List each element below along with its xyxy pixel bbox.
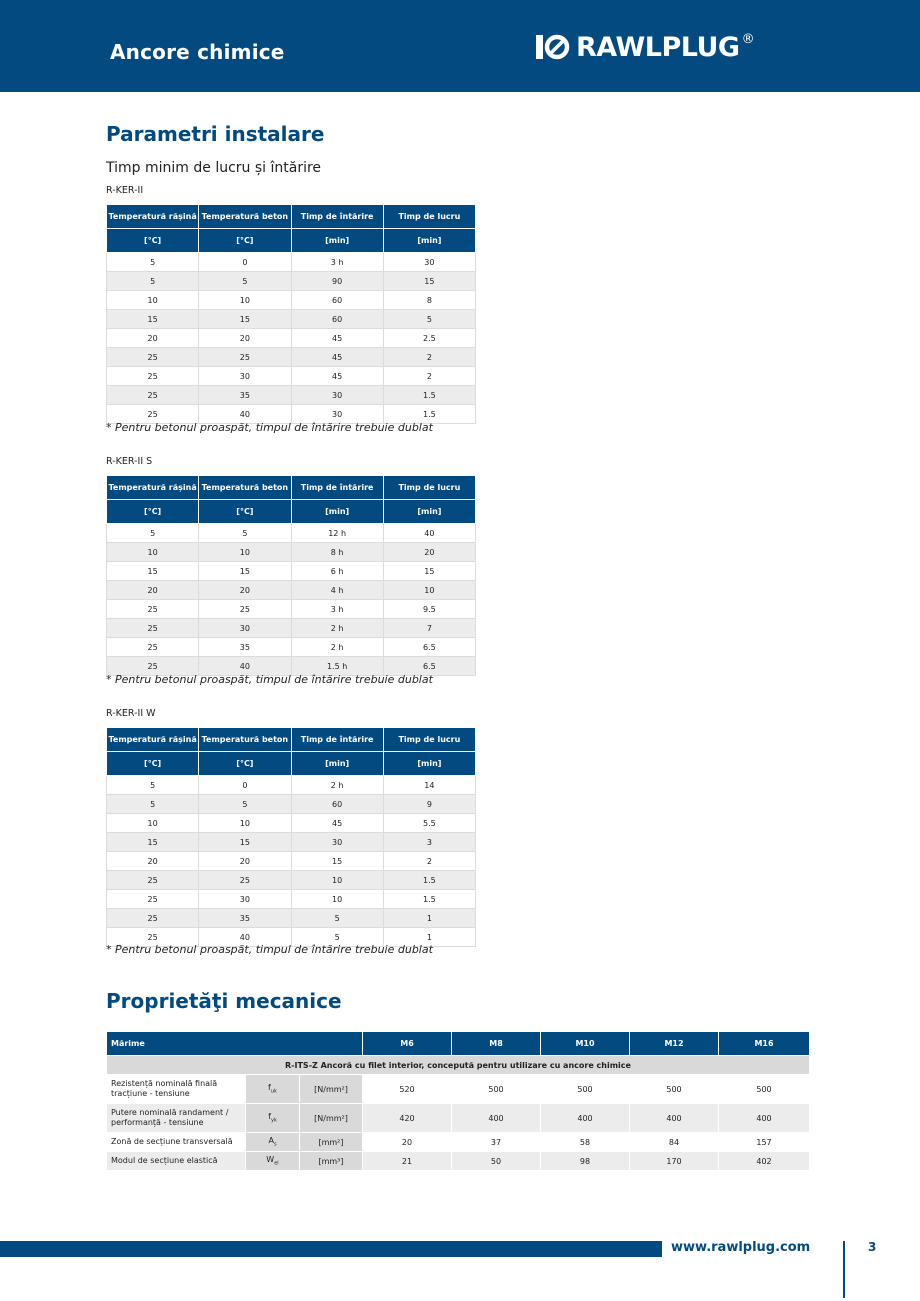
table-cell: 30	[291, 833, 383, 852]
table-cell: 20	[107, 581, 199, 600]
property-value: 400	[541, 1104, 630, 1133]
property-unit: [mm³]	[300, 1152, 363, 1171]
table-cell: 9	[383, 795, 475, 814]
table-cell: 5	[107, 795, 199, 814]
unit-header: [°C]	[199, 752, 291, 776]
header-row	[107, 476, 476, 500]
table-cell: 15	[383, 272, 475, 291]
table-cell: 60	[291, 291, 383, 310]
table-cell: 40	[199, 657, 291, 676]
registered-mark: ®	[741, 32, 755, 47]
table-cell: 45	[291, 329, 383, 348]
table-cell: 6.5	[383, 638, 475, 657]
table-cell: 5	[199, 795, 291, 814]
property-value: 420	[363, 1104, 452, 1133]
table-cell: 35	[199, 909, 291, 928]
table-cell: 5	[199, 524, 291, 543]
table-cell: 0	[199, 776, 291, 795]
table-cell: 1	[383, 909, 475, 928]
table-cell: 25	[107, 405, 199, 424]
table-row	[107, 253, 476, 272]
table-cell: 1.5 h	[291, 657, 383, 676]
property-value: 20	[363, 1133, 452, 1152]
header-row	[107, 1032, 810, 1056]
size-column-header: M8	[452, 1032, 541, 1056]
table-cell: 6.5	[383, 657, 475, 676]
section-title-mechanical: Proprietăţi mecanice	[106, 989, 342, 1013]
curing-table-r-ker-ii	[106, 204, 476, 424]
table-cell: 25	[107, 600, 199, 619]
column-header: Temperatură rășină	[107, 205, 199, 229]
footer-bar	[0, 1241, 662, 1257]
unit-header: [°C]	[107, 752, 199, 776]
unit-header: [min]	[291, 752, 383, 776]
table-row	[107, 1075, 810, 1104]
table-row	[107, 776, 476, 795]
curing-table-r-ker-ii-w	[106, 727, 476, 947]
table-cell: 25	[107, 890, 199, 909]
symbol-subscript: yk	[270, 1117, 277, 1124]
table-cell: 30	[291, 405, 383, 424]
table-footnote: * Pentru betonul proaspăt, timpul de întărire trebuie dublat	[106, 943, 433, 956]
column-header: Timp de lucru	[383, 476, 475, 500]
table-cell: 40	[199, 928, 291, 947]
table-cell: 10	[107, 291, 199, 310]
curing-table-r-ker-ii-s	[106, 475, 476, 676]
property-value: 84	[630, 1133, 719, 1152]
property-description: Zonă de secțiune transversală	[107, 1133, 246, 1152]
table-cell: 2 h	[291, 638, 383, 657]
table-cell: 2	[383, 852, 475, 871]
property-symbol	[246, 1133, 300, 1152]
column-header: Timp de întărire	[291, 728, 383, 752]
table-footnote: * Pentru betonul proaspăt, timpul de întărire trebuie dublat	[106, 421, 433, 434]
table-cell: 25	[107, 348, 199, 367]
mechanical-properties-table	[106, 1031, 810, 1171]
table-row	[107, 871, 476, 890]
table-row	[107, 329, 476, 348]
property-unit: [N/mm²]	[300, 1104, 363, 1133]
symbol-letter: f	[268, 1083, 271, 1093]
table-cell: 30	[383, 253, 475, 272]
unit-header: [min]	[291, 229, 383, 253]
table-row	[107, 386, 476, 405]
units-row	[107, 500, 476, 524]
symbol-letter: f	[268, 1112, 271, 1122]
table-cell: 30	[199, 890, 291, 909]
table-cell: 5	[199, 272, 291, 291]
table-cell: 1.5	[383, 405, 475, 424]
table-cell: 4 h	[291, 581, 383, 600]
table-cell: 10	[199, 543, 291, 562]
table-cell: 0	[199, 253, 291, 272]
table-cell: 12 h	[291, 524, 383, 543]
size-column-header: M6	[363, 1032, 452, 1056]
property-description: Rezistență nominală finală tracțiune - tensiune	[107, 1075, 246, 1104]
table-cell: 10	[291, 890, 383, 909]
property-value: 400	[630, 1104, 719, 1133]
table-row	[107, 581, 476, 600]
table-cell: 2	[383, 348, 475, 367]
table-cell: 15	[199, 562, 291, 581]
table-cell: 5	[291, 909, 383, 928]
table-cell: 1	[383, 928, 475, 947]
column-header: Temperatură rășină	[107, 476, 199, 500]
table-cell: 14	[383, 776, 475, 795]
table-cell: 15	[291, 852, 383, 871]
units-row	[107, 752, 476, 776]
table-label: R-KER-II W	[106, 708, 156, 719]
table-cell: 15	[107, 310, 199, 329]
table-cell: 15	[199, 833, 291, 852]
table-cell: 6 h	[291, 562, 383, 581]
table-cell: 5	[107, 524, 199, 543]
table-row	[107, 291, 476, 310]
unit-header: [°C]	[199, 229, 291, 253]
table-row	[107, 348, 476, 367]
property-value: 500	[719, 1075, 810, 1104]
table-cell: 25	[199, 871, 291, 890]
property-value: 500	[630, 1075, 719, 1104]
table-label: R-KER-II S	[106, 456, 153, 467]
table-cell: 9.5	[383, 600, 475, 619]
table-cell: 2 h	[291, 619, 383, 638]
table-cell: 5	[107, 272, 199, 291]
column-header: Timp de întărire	[291, 476, 383, 500]
table-cell: 2	[383, 367, 475, 386]
property-value: 58	[541, 1133, 630, 1152]
table-row	[107, 1133, 810, 1152]
symbol-subscript: el	[274, 1160, 279, 1167]
table-cell: 25	[107, 657, 199, 676]
property-symbol	[246, 1152, 300, 1171]
property-unit: [N/mm²]	[300, 1075, 363, 1104]
table-row	[107, 524, 476, 543]
property-value: 50	[452, 1152, 541, 1171]
rawlplug-logo	[536, 30, 755, 64]
units-row	[107, 229, 476, 253]
table-row	[107, 619, 476, 638]
header-row	[107, 205, 476, 229]
table-row	[107, 833, 476, 852]
property-unit: [mm²]	[300, 1133, 363, 1152]
table-row	[107, 562, 476, 581]
table-cell: 25	[107, 928, 199, 947]
unit-header: [min]	[383, 500, 475, 524]
table-row	[107, 814, 476, 833]
table-cell: 15	[199, 310, 291, 329]
table-cell: 7	[383, 619, 475, 638]
table-row	[107, 890, 476, 909]
size-column-header: M16	[719, 1032, 810, 1056]
section-subtitle: Timp minim de lucru și întărire	[106, 160, 322, 176]
table-cell: 15	[107, 833, 199, 852]
table-row	[107, 367, 476, 386]
section-title-installation: Parametri instalare	[106, 122, 325, 146]
table-cell: 45	[291, 348, 383, 367]
property-symbol	[246, 1075, 300, 1104]
table-cell: 10	[199, 814, 291, 833]
table-cell: 90	[291, 272, 383, 291]
table-cell: 30	[199, 619, 291, 638]
subheader-row	[107, 1056, 810, 1075]
column-header: Temperatură rășină	[107, 728, 199, 752]
table-cell: 10	[291, 871, 383, 890]
table-footnote: * Pentru betonul proaspăt, timpul de întărire trebuie dublat	[106, 673, 433, 686]
table-cell: 30	[291, 386, 383, 405]
size-header: Mărime	[107, 1032, 363, 1056]
table-cell: 3 h	[291, 600, 383, 619]
property-value: 170	[630, 1152, 719, 1171]
property-value: 21	[363, 1152, 452, 1171]
page-number: 3	[868, 1240, 877, 1254]
property-value: 500	[452, 1075, 541, 1104]
table-cell: 40	[199, 405, 291, 424]
table-cell: 20	[107, 329, 199, 348]
property-description: Modul de secțiune elastică	[107, 1152, 246, 1171]
table-cell: 5	[107, 776, 199, 795]
table-cell: 20	[107, 852, 199, 871]
property-value: 400	[719, 1104, 810, 1133]
table-cell: 5	[107, 253, 199, 272]
property-value: 500	[541, 1075, 630, 1104]
table-cell: 20	[199, 852, 291, 871]
unit-header: [°C]	[107, 229, 199, 253]
table-cell: 10	[107, 543, 199, 562]
unit-header: [°C]	[107, 500, 199, 524]
table-row	[107, 1152, 810, 1171]
column-header: Timp de lucru	[383, 205, 475, 229]
table-cell: 1.5	[383, 386, 475, 405]
header-row	[107, 728, 476, 752]
table-row	[107, 543, 476, 562]
column-header: Timp de întărire	[291, 205, 383, 229]
table-cell: 25	[107, 909, 199, 928]
unit-header: [min]	[291, 500, 383, 524]
unit-header: [min]	[383, 229, 475, 253]
table-row	[107, 272, 476, 291]
table-cell: 20	[199, 581, 291, 600]
table-cell: 60	[291, 310, 383, 329]
table-cell: 1.5	[383, 871, 475, 890]
size-column-header: M10	[541, 1032, 630, 1056]
table-cell: 8 h	[291, 543, 383, 562]
table-row	[107, 1104, 810, 1133]
property-value: 520	[363, 1075, 452, 1104]
table-cell: 60	[291, 795, 383, 814]
symbol-letter: W	[266, 1155, 275, 1165]
property-description: Putere nominală randament / performanță - tensiune	[107, 1104, 246, 1133]
table-cell: 15	[107, 562, 199, 581]
rawlplug-logo-mark-icon	[536, 33, 572, 61]
table-cell: 10	[199, 291, 291, 310]
property-value: 157	[719, 1133, 810, 1152]
symbol-letter: A	[268, 1136, 274, 1146]
table-cell: 3 h	[291, 253, 383, 272]
table-cell: 25	[199, 348, 291, 367]
property-value: 98	[541, 1152, 630, 1171]
table-cell: 20	[199, 329, 291, 348]
table-row	[107, 600, 476, 619]
table-cell: 35	[199, 638, 291, 657]
column-header: Temperatură beton	[199, 728, 291, 752]
table-cell: 45	[291, 814, 383, 833]
size-column-header: M12	[630, 1032, 719, 1056]
page-header	[0, 0, 920, 92]
table-cell: 35	[199, 386, 291, 405]
table-cell: 40	[383, 524, 475, 543]
unit-header: [°C]	[199, 500, 291, 524]
unit-header: [min]	[383, 752, 475, 776]
column-header: Temperatură beton	[199, 476, 291, 500]
table-cell: 30	[199, 367, 291, 386]
property-value: 400	[452, 1104, 541, 1133]
table-cell: 8	[383, 291, 475, 310]
table-cell: 1.5	[383, 890, 475, 909]
symbol-subscript: s	[273, 1141, 277, 1148]
table-row	[107, 852, 476, 871]
logo-wordmark: RAWLPLUG	[576, 31, 740, 63]
table-row	[107, 638, 476, 657]
table-cell: 3	[383, 833, 475, 852]
property-value: 37	[452, 1133, 541, 1152]
header-title: Ancore chimice	[110, 40, 285, 64]
table-cell: 25	[107, 386, 199, 405]
table-row	[107, 909, 476, 928]
table-cell: 5	[383, 310, 475, 329]
table-label: R-KER-II	[106, 185, 144, 196]
product-subheader: R-ITS-Z Ancoră cu filet interior, concepută pentru utilizare cu ancore chimice	[107, 1056, 810, 1075]
property-value: 402	[719, 1152, 810, 1171]
column-header: Timp de lucru	[383, 728, 475, 752]
table-cell: 25	[107, 367, 199, 386]
table-cell: 10	[107, 814, 199, 833]
table-cell: 25	[107, 619, 199, 638]
property-symbol	[246, 1104, 300, 1133]
table-row	[107, 795, 476, 814]
table-cell: 20	[383, 543, 475, 562]
table-cell: 2.5	[383, 329, 475, 348]
table-cell: 10	[383, 581, 475, 600]
table-row	[107, 310, 476, 329]
table-cell: 25	[199, 600, 291, 619]
footer-divider	[843, 1241, 845, 1298]
footer-url[interactable]: www.rawlplug.com	[671, 1240, 811, 1255]
table-cell: 15	[383, 562, 475, 581]
table-cell: 2 h	[291, 776, 383, 795]
table-cell: 25	[107, 638, 199, 657]
table-cell: 25	[107, 871, 199, 890]
table-cell: 5	[291, 928, 383, 947]
symbol-subscript: uk	[270, 1088, 277, 1095]
table-cell: 45	[291, 367, 383, 386]
table-cell: 5.5	[383, 814, 475, 833]
column-header: Temperatură beton	[199, 205, 291, 229]
